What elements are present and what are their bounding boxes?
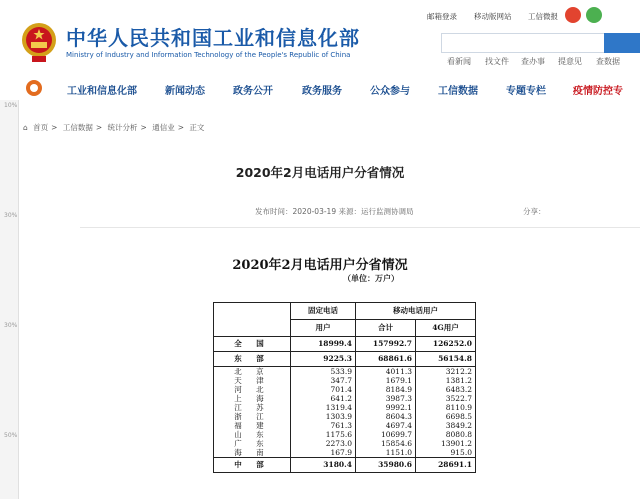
row-4g: 6483.2 [416, 385, 476, 394]
row-mobile-total: 1679.1 [356, 376, 416, 385]
quick-link-data[interactable]: 查数据 [596, 57, 620, 66]
breadcrumb-separator-icon: > [51, 123, 58, 132]
row-mobile-total: 8184.9 [356, 385, 416, 394]
row-4g: 915.0 [416, 448, 476, 458]
mobile-site-link[interactable]: 移动版网站 [474, 12, 512, 21]
row-mobile-total: 8604.3 [356, 412, 416, 421]
row-region: 河 北 [214, 385, 291, 394]
row-fixed: 167.9 [291, 448, 356, 458]
wechat-icon[interactable] [586, 7, 602, 23]
table-row [214, 412, 476, 421]
breadcrumb-home[interactable]: 首页 [33, 123, 49, 132]
miit-logo-icon [26, 80, 42, 96]
subscriber-table [213, 302, 476, 473]
table-row [214, 367, 476, 377]
row-mobile-total: 1151.0 [356, 448, 416, 458]
row-region: 广 东 [214, 439, 291, 448]
table-row [214, 430, 476, 439]
row-4g: 8080.8 [416, 430, 476, 439]
quick-link-feedback[interactable]: 提意见 [558, 57, 582, 66]
row-region: 江 苏 [214, 403, 291, 412]
row-mobile-total: 4011.3 [356, 367, 416, 377]
row-fixed: 641.2 [291, 394, 356, 403]
breadcrumb-separator-icon: > [95, 123, 103, 132]
row-fixed: 1319.4 [291, 403, 356, 412]
weibo-icon[interactable] [565, 7, 581, 23]
quick-link-services[interactable]: 查办事 [521, 57, 545, 66]
nav-item-topics[interactable]: 专题专栏 [506, 86, 546, 97]
breadcrumb-separator-icon: > [177, 123, 185, 132]
row-region: 全 国 [214, 337, 291, 352]
search-button[interactable] [604, 33, 640, 53]
row-mobile-total: 10699.7 [356, 430, 416, 439]
table-row [214, 385, 476, 394]
nav-item-ministry[interactable]: 工业和信息化部 [67, 86, 137, 97]
row-fixed: 761.3 [291, 421, 356, 430]
header-region [214, 303, 291, 337]
row-region: 山 东 [214, 430, 291, 439]
row-region: 福 建 [214, 421, 291, 430]
row-region: 东 部 [214, 352, 291, 367]
breadcrumb-data[interactable]: 工信数据 [62, 123, 93, 132]
site-title-english: Ministry of Industry and Information Technology of the People's Republic of China [66, 51, 351, 59]
quick-link-files[interactable]: 找文件 [485, 57, 509, 66]
row-4g: 56154.8 [416, 352, 476, 367]
row-region: 上 海 [214, 394, 291, 403]
row-fixed: 347.7 [291, 376, 356, 385]
national-emblem-logo[interactable] [20, 20, 58, 64]
row-fixed: 533.9 [291, 367, 356, 377]
breadcrumb-current: 正文 [189, 123, 205, 132]
row-region: 浙 江 [214, 412, 291, 421]
row-4g: 3522.7 [416, 394, 476, 403]
breadcrumb-separator-icon: > [140, 123, 147, 132]
breadcrumb-telecom[interactable]: 通信业 [152, 123, 175, 132]
row-fixed: 1303.9 [291, 412, 356, 421]
row-mobile-total: 15854.6 [356, 439, 416, 448]
row-4g: 126252.0 [416, 337, 476, 352]
row-4g: 13901.2 [416, 439, 476, 448]
row-fixed: 701.4 [291, 385, 356, 394]
table-unit: （单位：万户） [343, 273, 399, 283]
article-meta: 发布时间：2020-03-19 来源：运行监测协调局 [255, 207, 414, 216]
ruler-tick: 30% [4, 322, 18, 329]
row-region: 天 津 [214, 376, 291, 385]
row-4g: 8110.9 [416, 403, 476, 412]
header-mobile: 移动电话用户 [356, 303, 476, 320]
breadcrumb-statistics[interactable]: 统计分析 [107, 123, 138, 132]
row-fixed: 1175.6 [291, 430, 356, 439]
table-row [214, 458, 476, 473]
header-4g: 4G用户 [416, 320, 476, 337]
table-row [214, 376, 476, 385]
table-row [214, 352, 476, 367]
nav-item-services[interactable]: 政务服务 [302, 86, 342, 97]
nav-item-data[interactable]: 工信数据 [438, 86, 478, 97]
weibao-link[interactable]: 工信微报 [528, 12, 558, 21]
row-4g: 6698.5 [416, 412, 476, 421]
row-4g: 1381.2 [416, 376, 476, 385]
row-4g: 3849.2 [416, 421, 476, 430]
divider [80, 227, 640, 228]
home-icon[interactable]: ⌂ [23, 123, 28, 132]
breadcrumb [23, 122, 207, 133]
row-fixed: 9225.3 [291, 352, 356, 367]
table-row [214, 337, 476, 352]
row-mobile-total: 157992.7 [356, 337, 416, 352]
row-mobile-total: 35980.6 [356, 458, 416, 473]
nav-item-participation[interactable]: 公众参与 [370, 86, 410, 97]
table-row [214, 403, 476, 412]
page-ruler [0, 100, 19, 499]
row-fixed: 2273.0 [291, 439, 356, 448]
ruler-tick: 10% [4, 102, 18, 109]
search-input[interactable] [441, 33, 613, 53]
row-region: 中 部 [214, 458, 291, 473]
nav-item-epidemic[interactable]: 疫情防控专 [573, 86, 623, 97]
ruler-tick: 30% [4, 212, 18, 219]
row-region: 北 京 [214, 367, 291, 377]
ruler-tick: 50% [4, 432, 18, 439]
row-region: 海 南 [214, 448, 291, 458]
table-title: 2020年2月电话用户分省情况 [232, 258, 408, 273]
site-title[interactable]: 中华人民共和国工业和信息化部 [66, 26, 360, 50]
article-title: 2020年2月电话用户分省情况 [235, 165, 405, 180]
row-mobile-total: 4697.4 [356, 421, 416, 430]
table-row [214, 421, 476, 430]
row-fixed: 18999.4 [291, 337, 356, 352]
quick-link-news[interactable]: 看新闻 [447, 57, 471, 66]
nav-item-gov-affairs[interactable]: 政务公开 [233, 86, 273, 97]
header-total: 合计 [356, 320, 416, 337]
email-login-link[interactable]: 邮箱登录 [427, 12, 457, 21]
row-mobile-total: 9992.1 [356, 403, 416, 412]
row-mobile-total: 3987.3 [356, 394, 416, 403]
row-mobile-total: 68861.6 [356, 352, 416, 367]
row-4g: 28691.1 [416, 458, 476, 473]
header-fixed: 固定电话 [291, 303, 356, 320]
row-fixed: 3180.4 [291, 458, 356, 473]
header-fixed-sub: 用户 [291, 320, 356, 337]
row-4g: 3212.2 [416, 367, 476, 377]
nav-item-news[interactable]: 新闻动态 [165, 86, 205, 97]
table-row [214, 394, 476, 403]
share-label: 分享： [523, 207, 546, 216]
table-row [214, 448, 476, 458]
table-row [214, 439, 476, 448]
